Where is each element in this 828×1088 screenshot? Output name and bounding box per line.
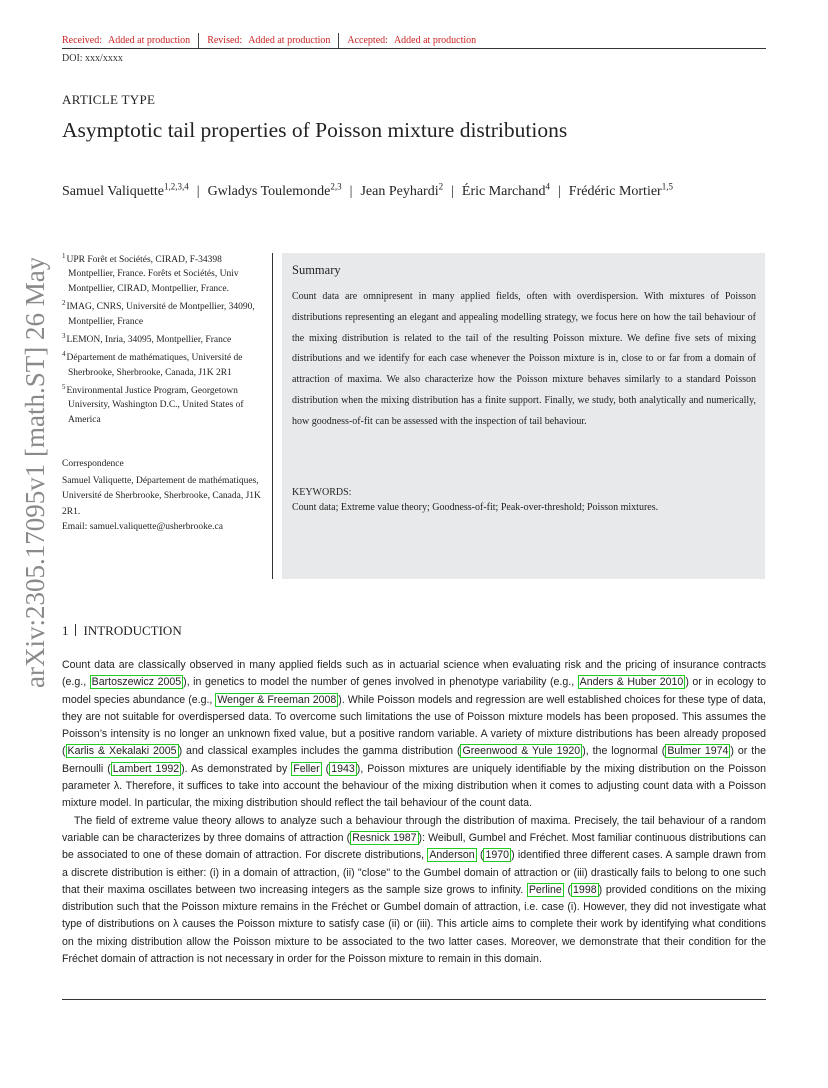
history-accepted-label: Accepted: <box>347 35 388 46</box>
citation-link[interactable]: Anders & Huber 2010 <box>579 676 684 689</box>
keywords: Count data; Extreme value theory; Goodness-of-fit; Peak-over-threshold; Poisson mixtures. <box>292 502 659 513</box>
summary-text: Count data are omnipresent in many applied fields, often with overdispersion. With mixtures of Poisson distributions representing an elegant and appealing modelling strategy, we focus here on how the tail behaviour of the mixing distribution is related to the tail of the resulting Poisson mixture. We define five sets of mixing distributions and we identify for each case whenever the Poisson mixture is in, close to or far from a domain of attraction of maxima. We also characterize how the Poisson mixture behaves similarly to a standard Poisson distribution when the mixing distribution has a finite support. Finally, we study, both analytically and numerically, how goodness-of-fit can be assessed with the inspection of tail behaviour. <box>292 291 756 427</box>
history-bar <box>62 33 766 49</box>
history-received-label: Received: <box>62 35 102 46</box>
history-accepted <box>347 33 484 49</box>
citation-link[interactable]: Perline <box>528 883 562 896</box>
affiliation-item: $^3$LEMON, Inria, 34095, Montpellier, France <box>62 331 232 345</box>
author-separator: | <box>451 183 454 199</box>
author: Frédéric Mortier$^{1,5}$ <box>568 181 673 199</box>
affiliation-item: $^5$Environmental Justice Program, Georgetown University, Washington D.C., United States of America <box>62 383 244 425</box>
section-number: 1 <box>62 623 69 638</box>
correspondence-email: Email: samuel.valiquette@usherbrooke.ca <box>62 521 223 532</box>
history-revised-value: Added at production <box>248 35 331 46</box>
section-title: INTRODUCTION <box>83 623 182 638</box>
correspondence-heading: Correspondence <box>62 459 124 469</box>
summary-heading: Summary <box>292 263 341 277</box>
citation-link[interactable]: 1943 <box>331 762 355 775</box>
correspondence <box>62 457 267 535</box>
citation-link[interactable]: 1998 <box>573 883 597 896</box>
paragraph: The field of extreme value theory allows to analyze such a behaviour through the distribution of maxima. Precisely, the tail behaviour of a random variable can be characterizes by three domains of attraction ( Resnick 1987 ): Weibull, Gumbel and Fréchet. Most familiar continuous distributions can be associated to one of these domain of attraction. For discrete distributions, Anderson ( 1970 ) identified three different cases. A sample drawn from a discrete distribution is either: (i) in a domain of attraction, (ii) "close" to the Gumbel domain of attraction or (iii) drastically fails to belong to one such that their maxima oscillates between two increasing integers as the sample size grows to infinity. Perline ( 1998 ) provided conditions on the mixing distribution such that the Poisson mixture remains in the Fréchet or Gumbel domain of attraction, i.e. case (i). However, they did not investigate what type of distributions on λ causes the Poisson mixture to satisfy case (ii) or (iii). This article aims to complete their work by identifying what conditions on the mixing distribution allow the Poisson mixture to be associated to the two latter cases. Moreover, we demonstrate that their condition for the Fréchet domain of attraction is not necessary in order for the Poisson mixture to remain in this domain. <box>62 814 766 966</box>
body-text <box>62 657 766 968</box>
author: Samuel Valiquette$^{1,2,3,4}$ <box>62 181 189 199</box>
citation-link[interactable]: Karlis & Xekalaki 2005 <box>67 745 177 758</box>
section-heading <box>62 623 182 639</box>
section-divider <box>75 624 76 636</box>
author: Jean Peyhardi$^2$ <box>360 181 444 199</box>
history-revised <box>207 33 339 49</box>
citation-link[interactable]: Feller <box>293 762 320 775</box>
author-list <box>62 174 772 204</box>
doi: DOI: xxx/xxxx <box>62 53 123 64</box>
citation-link[interactable]: Bulmer 1974 <box>667 745 729 758</box>
paragraph: Count data are classically observed in many applied fields such as in actuarial science when evaluating risk and the pricing of insurance contracts (e.g., Bartoszewicz 2005 ), in genetics to model the number of genes involved in phenotype variability (e.g., Anders & Huber 2010 ) or in ecology to model species abundance (e.g., Wenger & Freeman 2008 ). While Poisson models and regression are well established choices for these type of data, they are not suitable for overdispersed data. To overcome such limitations the use of Poisson mixture models has been proposed. This assumes the Poisson’s intensity is no longer an unknown fixed value, but a positive random variable. A variety of mixture distributions has been already proposed ( Karlis & Xekalaki 2005 ) and classical examples includes the gamma distribution ( Greenwood & Yule 1920 ), the lognormal ( Bulmer 1974 ) or the Bernoulli ( Lambert 1992 ). As demonstrated by Feller ( 1943 ), Poisson mixtures are uniquely identifiable by the mixing distribution on the Poisson parameter λ. Therefore, it suffices to take into account the behaviour of the mixing distribution when it comes to adjusting count data with a Poisson mixture model. In particular, the mixing distribution should reflect the tail behaviour of the count data. <box>62 659 767 810</box>
arxiv-stamp-text: arXiv:2305.17095v1 [math.ST] 26 May 2023 <box>20 258 50 688</box>
article-type: ARTICLE TYPE <box>62 92 156 107</box>
page-bottom-rule <box>62 999 766 1000</box>
author-separator: | <box>196 183 200 199</box>
affiliations <box>62 249 267 427</box>
header-divider <box>62 48 766 49</box>
affiliation-item: $^2$IMAG, CNRS, Université de Montpellier, 34090, Montpellier, France <box>62 299 255 327</box>
author: Gwladys Toulemonde$^{2,3}$ <box>207 181 342 199</box>
paper-title: Asymptotic tail properties of Poisson mixture distributions <box>62 118 568 142</box>
history-received <box>62 33 199 49</box>
citation-link[interactable]: 1970 <box>485 849 510 862</box>
author-separator: | <box>349 183 353 199</box>
summary-box <box>282 253 765 579</box>
history-accepted-value: Added at production <box>393 35 477 46</box>
affiliation-item: $^4$Département de mathématiques, Université de Sherbrooke, Sherbrooke, Canada, J1K 2R1 <box>62 350 243 378</box>
citation-link[interactable]: Anderson <box>429 849 475 862</box>
citation-link[interactable]: Lambert 1992 <box>112 762 180 775</box>
citation-link[interactable]: Bartoszewicz 2005 <box>91 676 182 689</box>
citation-link[interactable]: Resnick 1987 <box>352 831 417 844</box>
history-received-value: Added at production <box>107 35 191 46</box>
history-revised-label: Revised: <box>207 35 243 46</box>
arxiv-stamp <box>20 258 50 688</box>
author-separator: | <box>557 183 561 199</box>
keywords-heading: KEYWORDS: <box>292 487 352 498</box>
author: Éric Marchand$^4$ <box>461 181 550 199</box>
affiliation-item: $^1$UPR Forêt et Sociétés, CIRAD, F-34398 Montpellier, France. Forêts et Sociétés, Univ Montpellier, CIRAD, Montpellier, France. <box>62 252 239 294</box>
citation-link[interactable]: Wenger & Freeman 2008 <box>217 693 337 706</box>
citation-link[interactable]: Greenwood & Yule 1920 <box>462 745 581 758</box>
correspondence-address: Samuel Valiquette, Département de mathématiques, Université de Sherbrooke, Sherbrooke, Canada, J1K 2R1. <box>62 476 261 517</box>
column-divider <box>272 253 273 579</box>
